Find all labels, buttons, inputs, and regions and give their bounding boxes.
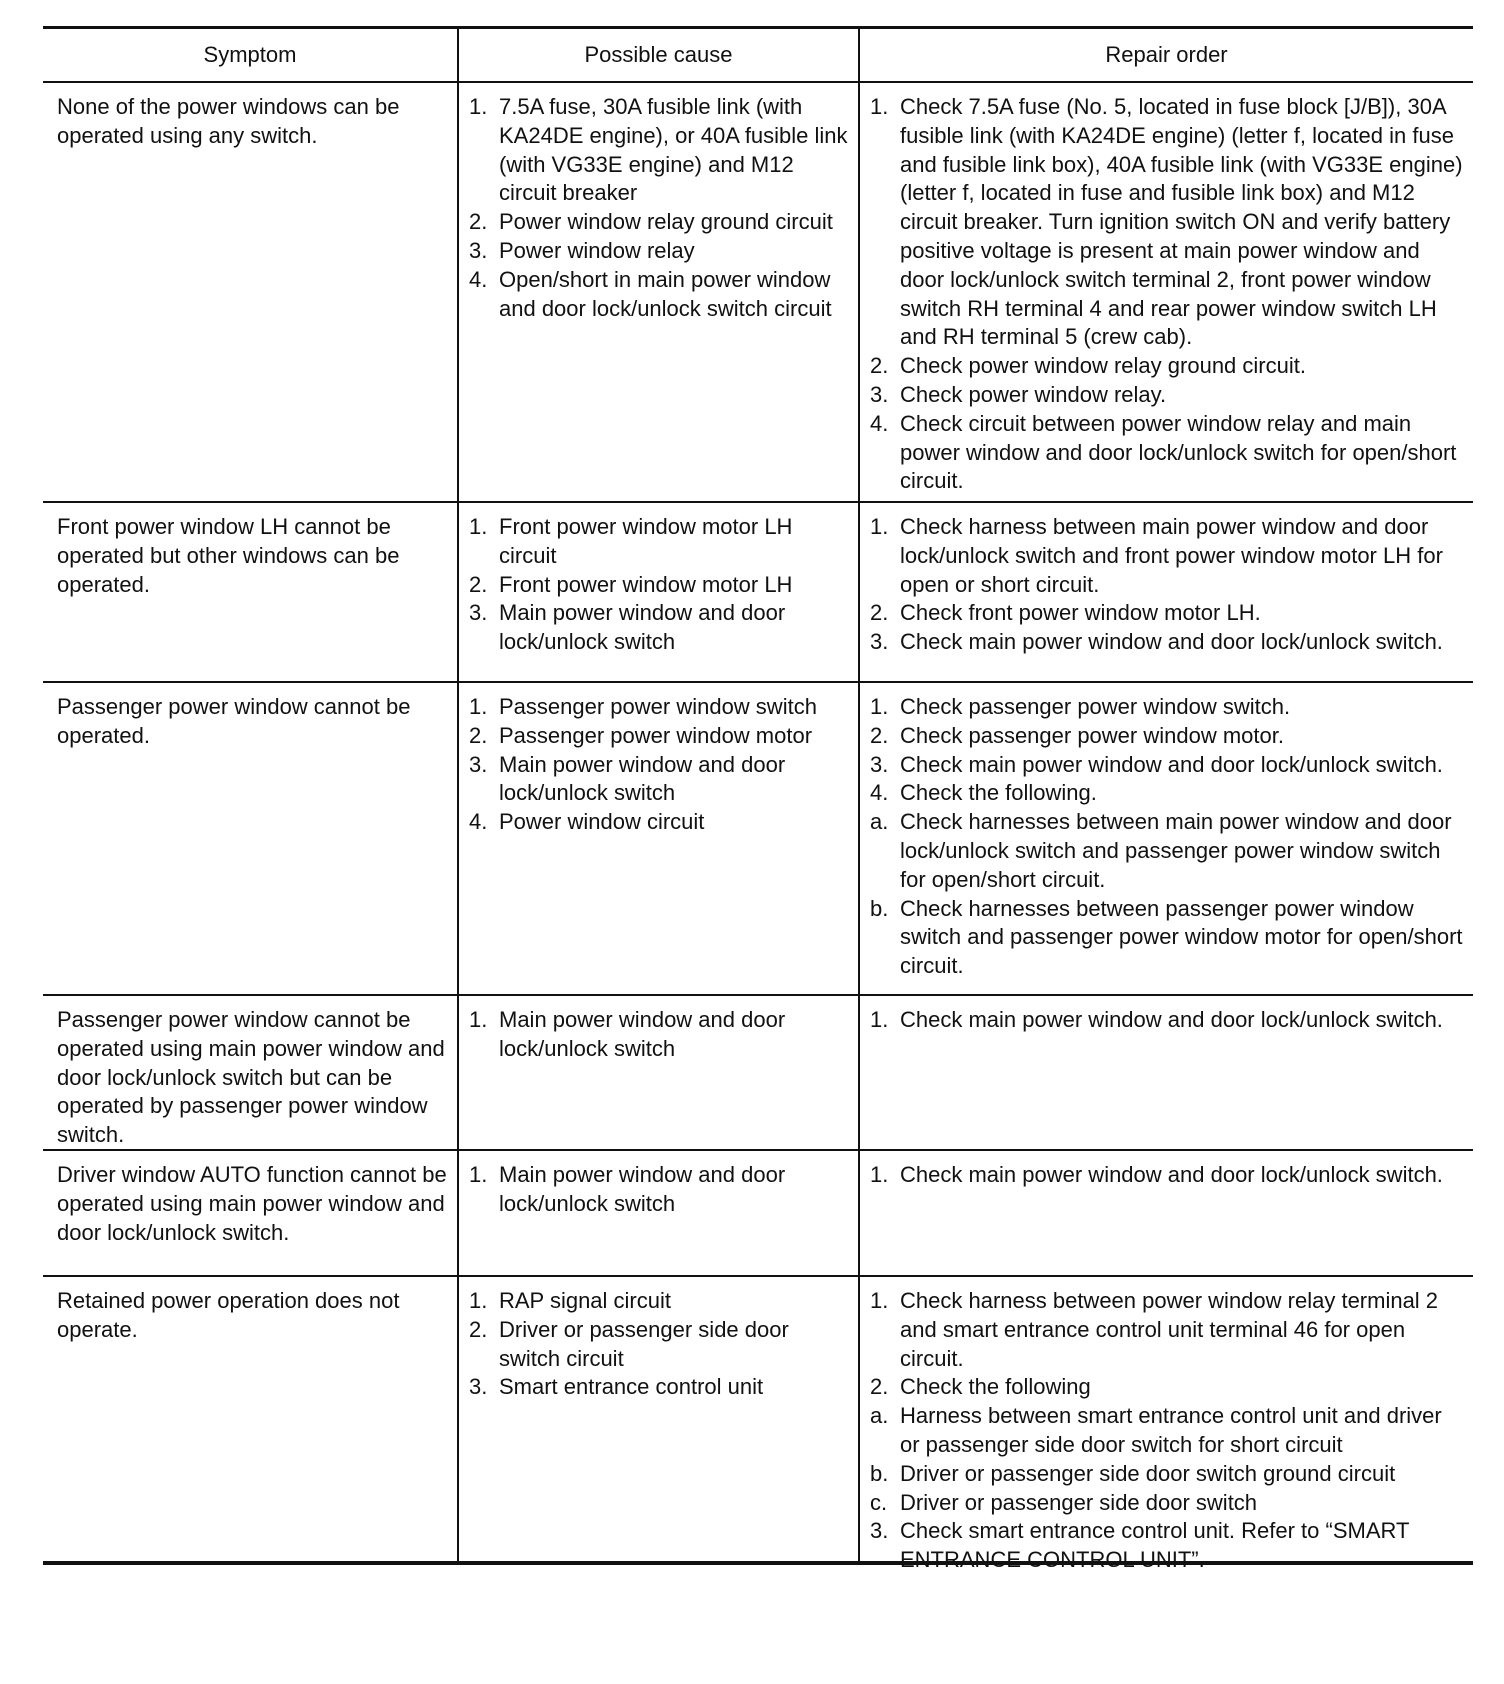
cause-list [467, 693, 852, 837]
item-number: 1. [469, 1007, 488, 1032]
symptom-cell [43, 503, 457, 681]
item-text: Check main power window and door lock/unlock switch. [900, 1162, 1443, 1187]
item-number: 1. [870, 694, 889, 719]
item-text: Driver or passenger side door switch circuit [499, 1316, 789, 1371]
symptom-text: Passenger power window cannot be operated. [57, 694, 411, 748]
cause-item [467, 513, 852, 571]
symptom-text: Front power window LH cannot be operated but other windows can be operated. [57, 514, 400, 597]
item-text: Check the following [900, 1374, 1091, 1400]
repair-item [868, 599, 1465, 628]
item-number: 2. [870, 722, 889, 748]
item-number: b. [870, 895, 889, 921]
item-number: 4. [469, 809, 488, 835]
symptom-text: Passenger power window cannot be operated using main power window and door lock/unlock switch but can be operated by passenger power window switch. [57, 1007, 445, 1148]
item-text: Check harness between power window relay terminal 2 and smart entrance control unit terminal 46 for open circuit. [900, 1288, 1439, 1371]
item-text: Power window relay ground circuit [499, 209, 833, 235]
repair-order-cell [858, 996, 1473, 1149]
item-number: 3. [870, 629, 889, 655]
item-number: 2. [469, 571, 488, 597]
item-text: Passenger power window motor [499, 722, 813, 748]
item-text: Power window circuit [499, 809, 705, 835]
cause-item [467, 571, 852, 600]
item-text: Check smart entrance control unit. Refer to “SMART ENTRANCE CONTROL UNIT”. [900, 1518, 1410, 1573]
cause-item [467, 1287, 852, 1316]
item-text: RAP signal circuit [499, 1288, 671, 1313]
symptom-text: None of the power windows can be operated using any switch. [57, 94, 400, 148]
item-number: 1. [870, 514, 889, 539]
item-text: Driver or passenger side door switch ground circuit [900, 1460, 1396, 1486]
repair-item [868, 628, 1465, 657]
item-text: Smart entrance control unit [499, 1374, 764, 1400]
item-number: 3. [469, 237, 488, 263]
possible-cause-cell [457, 683, 858, 994]
item-text: Check 7.5A fuse (No. 5, located in fuse block [J/B]), 30A fusible link (with KA24DE engine) (letter f, located in fuse and fusible link box), 40A fusible link (with VG33E engine) (letter f, located in fuse and fusible link box) and M12 circuit breaker. Turn ignition switch ON and verify battery positive voltage is present at main power window and door lock/unlock switch terminal 2, front power window switch RH terminal 4 and rear power window switch LH and RH terminal 5 (crew cab). [900, 94, 1463, 350]
item-number: 3. [469, 751, 488, 777]
symptom-cell [43, 1277, 457, 1561]
item-text: Harness between smart entrance control unit and driver or passenger side door switch for short circuit [900, 1403, 1442, 1457]
table-row [43, 1149, 1473, 1275]
item-text: Check power window relay ground circuit. [900, 353, 1306, 379]
item-text: 7.5A fuse, 30A fusible link (with KA24DE engine), or 40A fusible link (with VG33E engine) and M12 circuit breaker [499, 94, 848, 206]
item-number: 2. [870, 353, 889, 379]
item-text: Main power window and door lock/unlock switch [499, 751, 786, 806]
cause-item [467, 722, 852, 751]
header-possible-cause: Possible cause [457, 29, 858, 81]
symptom-cell [43, 683, 457, 994]
item-text: Front power window motor LH [499, 571, 793, 597]
item-text: Power window relay [499, 237, 695, 263]
repair-item [868, 410, 1465, 496]
cause-list [467, 1161, 852, 1219]
cause-item [467, 237, 852, 266]
possible-cause-cell [457, 996, 858, 1149]
item-text: Front power window motor LH circuit [499, 514, 793, 568]
item-number: 1. [870, 1288, 889, 1313]
cause-item [467, 1161, 852, 1219]
repair-item [868, 808, 1465, 894]
item-number: a. [870, 1403, 889, 1429]
repair-item [868, 1489, 1465, 1518]
item-text: Open/short in main power window and door lock/unlock switch circuit [499, 266, 832, 321]
cause-item [467, 751, 852, 809]
repair-list [868, 1287, 1465, 1575]
repair-list [868, 1006, 1465, 1035]
table-row [43, 994, 1473, 1149]
item-number: 3. [469, 600, 488, 626]
item-number: 1. [469, 694, 488, 719]
repair-order-cell [858, 503, 1473, 681]
repair-item [868, 352, 1465, 381]
table-row [43, 1275, 1473, 1573]
item-number: b. [870, 1460, 889, 1486]
symptom-text: Driver window AUTO function cannot be operated using main power window and door lock/unlock switch. [57, 1162, 447, 1245]
item-number: 2. [469, 722, 488, 748]
item-number: 1. [469, 1162, 488, 1187]
header-symptom: Symptom [203, 42, 297, 67]
repair-item [868, 1006, 1465, 1035]
item-text: Check harnesses between main power window and door lock/unlock switch and passenger power window switch for open/short circuit. [900, 809, 1452, 892]
item-number: 2. [469, 209, 488, 235]
symptom-cell [43, 996, 457, 1149]
item-number: 3. [870, 381, 889, 407]
item-number: a. [870, 809, 889, 835]
item-number: 4. [469, 266, 488, 292]
repair-item [868, 1517, 1465, 1575]
item-number: 4. [870, 410, 889, 436]
item-text: Passenger power window switch [499, 694, 817, 719]
cause-item [467, 208, 852, 237]
troubleshooting-table [43, 26, 1473, 1573]
repair-item [868, 1161, 1465, 1190]
item-number: 4. [870, 780, 889, 806]
cause-item [467, 599, 852, 657]
header-repair-order: Repair order [858, 29, 1473, 81]
possible-cause-cell [457, 83, 858, 501]
repair-order-cell [858, 83, 1473, 501]
table-row [43, 681, 1473, 994]
cause-item [467, 808, 852, 837]
item-text: Check front power window motor LH. [900, 600, 1261, 626]
item-number: 3. [870, 751, 889, 777]
cause-item [467, 266, 852, 324]
cause-list [467, 1006, 852, 1064]
table-header [43, 29, 1473, 81]
item-text: Check harnesses between passenger power window switch and passenger power window motor for open/short circuit. [900, 895, 1463, 979]
repair-item [868, 1460, 1465, 1489]
repair-item [868, 1287, 1465, 1373]
item-number: 1. [469, 514, 488, 539]
repair-list [868, 93, 1465, 496]
cause-item [467, 93, 852, 208]
item-text: Check main power window and door lock/unlock switch. [900, 629, 1443, 655]
repair-item [868, 93, 1465, 352]
item-text: Driver or passenger side door switch [900, 1489, 1258, 1515]
symptom-text: Retained power operation does not operate. [57, 1288, 400, 1342]
possible-cause-cell [457, 503, 858, 681]
cause-item [467, 1316, 852, 1374]
repair-item [868, 895, 1465, 981]
possible-cause-cell [457, 1277, 858, 1561]
repair-item [868, 381, 1465, 410]
repair-item [868, 751, 1465, 780]
item-text: Main power window and door lock/unlock switch [499, 1007, 786, 1061]
item-number: 2. [469, 1316, 488, 1342]
symptom-cell [43, 1151, 457, 1275]
item-text: Check main power window and door lock/unlock switch. [900, 751, 1443, 777]
item-number: 1. [870, 94, 889, 119]
repair-item [868, 1373, 1465, 1402]
item-number: 1. [469, 1288, 488, 1313]
item-text: Main power window and door lock/unlock switch [499, 600, 786, 655]
repair-item [868, 1402, 1465, 1460]
cause-item [467, 693, 852, 722]
repair-list [868, 1161, 1465, 1190]
symptom-cell [43, 83, 457, 501]
repair-order-cell [858, 1151, 1473, 1275]
item-text: Check passenger power window switch. [900, 694, 1291, 719]
cause-list [467, 93, 852, 323]
item-text: Main power window and door lock/unlock switch [499, 1162, 786, 1216]
item-number: 3. [870, 1518, 889, 1544]
item-text: Check circuit between power window relay and main power window and door lock/unlock switch for open/short circuit. [900, 410, 1457, 494]
repair-item [868, 693, 1465, 722]
item-number: 1. [870, 1007, 889, 1032]
item-number: 2. [870, 1374, 889, 1400]
item-number: c. [870, 1489, 888, 1515]
item-number: 2. [870, 600, 889, 626]
table-row [43, 81, 1473, 501]
item-number: 1. [870, 1162, 889, 1187]
cause-item [467, 1373, 852, 1402]
item-number: 3. [469, 1374, 488, 1400]
item-number: 1. [469, 94, 488, 119]
repair-list [868, 693, 1465, 981]
repair-list [868, 513, 1465, 657]
item-text: Check passenger power window motor. [900, 722, 1284, 748]
cause-item [467, 1006, 852, 1064]
item-text: Check main power window and door lock/unlock switch. [900, 1007, 1443, 1032]
item-text: Check the following. [900, 780, 1097, 806]
table-body [43, 81, 1473, 1573]
repair-order-cell [858, 1277, 1473, 1573]
repair-item [868, 513, 1465, 599]
table-row [43, 501, 1473, 681]
repair-order-cell [858, 683, 1473, 994]
cause-list [467, 513, 852, 657]
cause-list [467, 1287, 852, 1402]
item-text: Check harness between main power window and door lock/unlock switch and front power window motor LH for open or short circuit. [900, 514, 1443, 597]
item-text: Check power window relay. [900, 381, 1167, 407]
possible-cause-cell [457, 1151, 858, 1275]
repair-item [868, 779, 1465, 808]
repair-item [868, 722, 1465, 751]
